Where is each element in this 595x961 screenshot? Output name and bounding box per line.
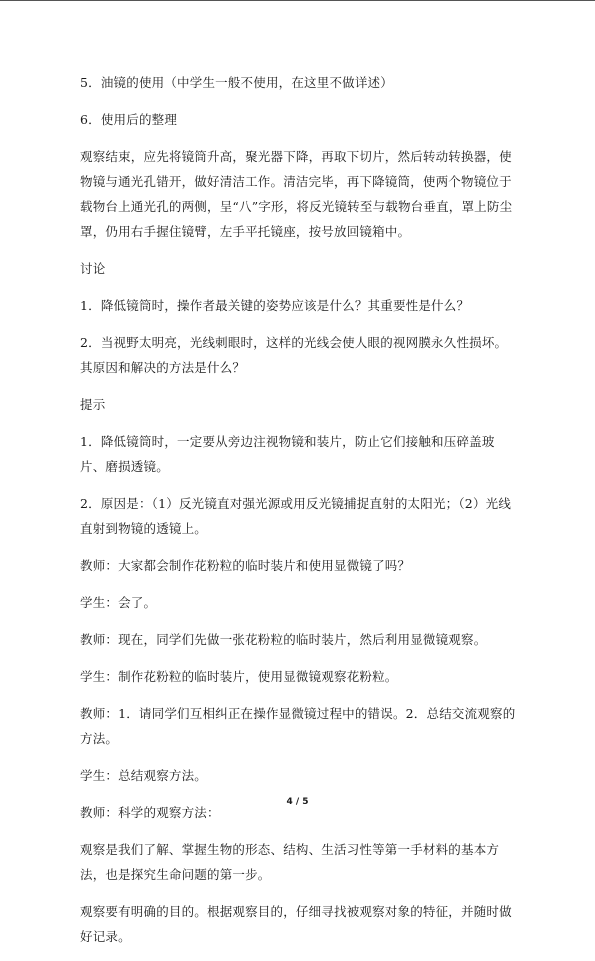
paragraph-observation-basics: 观察是我们了解、掌握生物的形态、结构、生活习性等第一手材料的基本方法，也是探究生命问题的第一步。 bbox=[80, 842, 500, 882]
document-body bbox=[80, 70, 517, 961]
dialog-student-2: 学生：制作花粉粒的临时装片，使用显微镜观察花粉粒。 bbox=[80, 669, 398, 684]
dialog-teacher-1: 教师：大家都会制作花粉粒的临时装片和使用显微镜了吗？ bbox=[80, 558, 411, 573]
paragraph-oil-lens: 5．油镜的使用（中学生一般不使用，在这里不做详述） bbox=[80, 75, 393, 90]
heading-hints: 提示 bbox=[80, 397, 106, 412]
dialog-student-3: 学生：总结观察方法。 bbox=[80, 768, 208, 783]
discussion-question-2: 2．当视野太明亮，光线刺眼时，这样的光线会使人眼的视网膜永久性损坏。其原因和解决的方法是什么？ bbox=[80, 335, 508, 375]
hint-1: 1．降低镜筒时，一定要从旁边注视物镜和装片，防止它们接触和压碎盖玻片、磨损透镜。 bbox=[80, 434, 495, 474]
hint-2: 2．原因是：（1）反光镜直对强光源或用反光镜捕捉直射的太阳光；（2）光线直射到物镜的透镜上。 bbox=[80, 496, 512, 536]
heading-discussion: 讨论 bbox=[80, 261, 106, 276]
discussion-question-1: 1．降低镜筒时，操作者最关键的姿势应该是什么？其重要性是什么？ bbox=[80, 298, 470, 313]
paragraph-observation-purpose: 观察要有明确的目的。根据观察目的，仔细寻找被观察对象的特征，并随时做好记录。 bbox=[80, 904, 512, 944]
page-number: 4 / 5 bbox=[286, 797, 309, 807]
dialog-student-1: 学生：会了。 bbox=[80, 595, 157, 610]
dialog-teacher-4: 教师：科学的观察方法： bbox=[80, 805, 220, 820]
dialog-teacher-3: 教师：1．请同学们互相纠正在操作显微镜过程中的错误。2．总结交流观察的方法。 bbox=[80, 706, 516, 746]
header-rule bbox=[0, 0, 595, 1]
paragraph-cleanup-steps: 观察结束，应先将镜筒升高，聚光器下降，再取下切片，然后转动转换器，使物镜与通光孔错开，做好清洁工作。清洁完毕，再下降镜筒，使两个物镜位于载物台上通光孔的两侧，呈“八”字形，将反光镜转至与载物台垂直，罩上防尘罩，仍用右手握住镜臂，左手平托镜座，按号放回镜箱中。 bbox=[80, 149, 513, 239]
paragraph-cleanup-heading: 6．使用后的整理 bbox=[80, 112, 178, 127]
dialog-teacher-2: 教师：现在，同学们先做一张花粉粒的临时装片，然后利用显微镜观察。 bbox=[80, 632, 487, 647]
